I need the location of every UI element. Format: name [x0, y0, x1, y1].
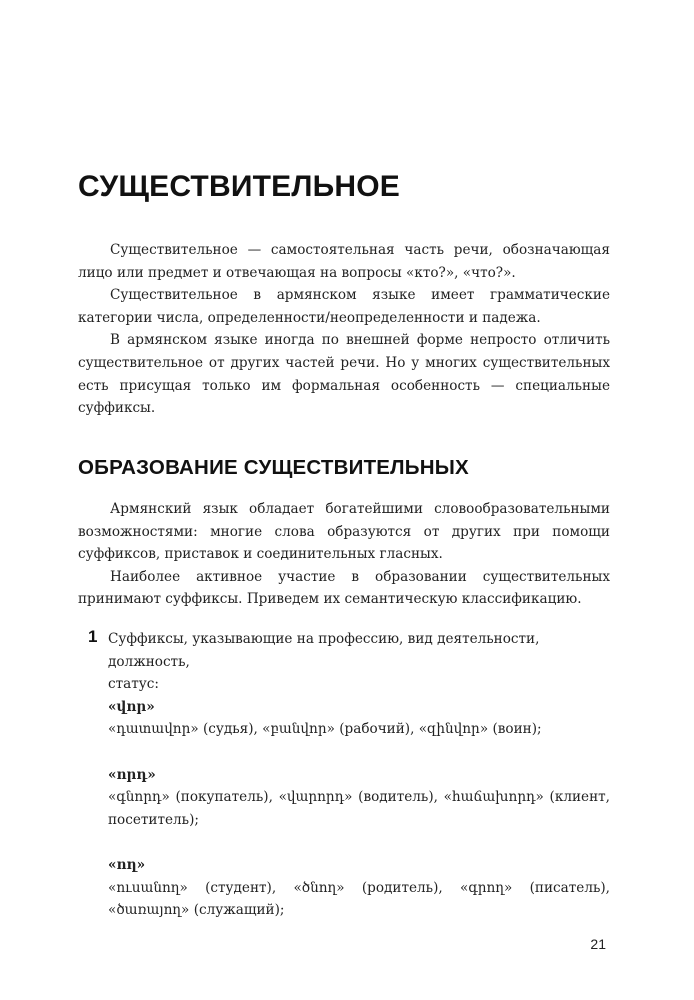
- page-title: СУЩЕСТВИТЕЛЬНОЕ: [78, 170, 400, 203]
- section-paragraph: Наиболее активное участие в образовании существительных принимают суффиксы. Приведем их семантическую классификацию.: [78, 568, 610, 608]
- suffix-label: «որդ»: [108, 766, 156, 783]
- section-title: ОБРАЗОВАНИЕ СУЩЕСТВИТЕЛЬНЫХ: [78, 456, 469, 479]
- suffix-list: [108, 628, 610, 922]
- spacer: [108, 831, 610, 854]
- suffix-examples: «գնորդ» (покупатель), «վարորդ» (водитель), «հաճախորդ» (клиент, посетитель);: [108, 789, 610, 828]
- suffix-examples: «դատավոր» (судья), «բանվոր» (рабочий), «զինվոր» (воин);: [108, 721, 542, 738]
- spacer: [108, 741, 610, 764]
- suffix-label: «ող»: [108, 856, 146, 873]
- list-number: 1: [88, 627, 98, 646]
- suffix-examples: «ուսանող» (студент), «ծնող» (родитель), «գրող» (писатель), «ծառայող» (служащий);: [108, 879, 610, 919]
- list-lead-line: статус:: [108, 676, 159, 693]
- page-number: 21: [590, 936, 606, 952]
- intro-text: [78, 239, 610, 420]
- list-lead: [108, 628, 610, 696]
- list-lead-line: Суффиксы, указывающие на профессию, вид деятельности, должность,: [108, 631, 540, 670]
- intro-paragraph: Существительное в армянском языке имеет грамматические категории числа, определенности/неопределенности и падежа.: [78, 287, 610, 326]
- section-paragraph: Армянский язык обладает богатейшими словообразовательными возможностями: многие слова образуются от других при помощи суффиксов, приставок и соединительных гласных.: [78, 501, 610, 563]
- section-text: [78, 498, 610, 611]
- intro-paragraph: Существительное — самостоятельная часть речи, обозначающая лицо или предмет и отвечающая на вопросы «кто?», «что?».: [78, 242, 610, 281]
- suffix-label: «վոր»: [108, 698, 155, 715]
- intro-paragraph: В армянском языке иногда по внешней форме непросто отличить существительное от других частей речи. Но у многих существительных есть присущая только им формальная особенность — специальные суффиксы.: [78, 332, 610, 417]
